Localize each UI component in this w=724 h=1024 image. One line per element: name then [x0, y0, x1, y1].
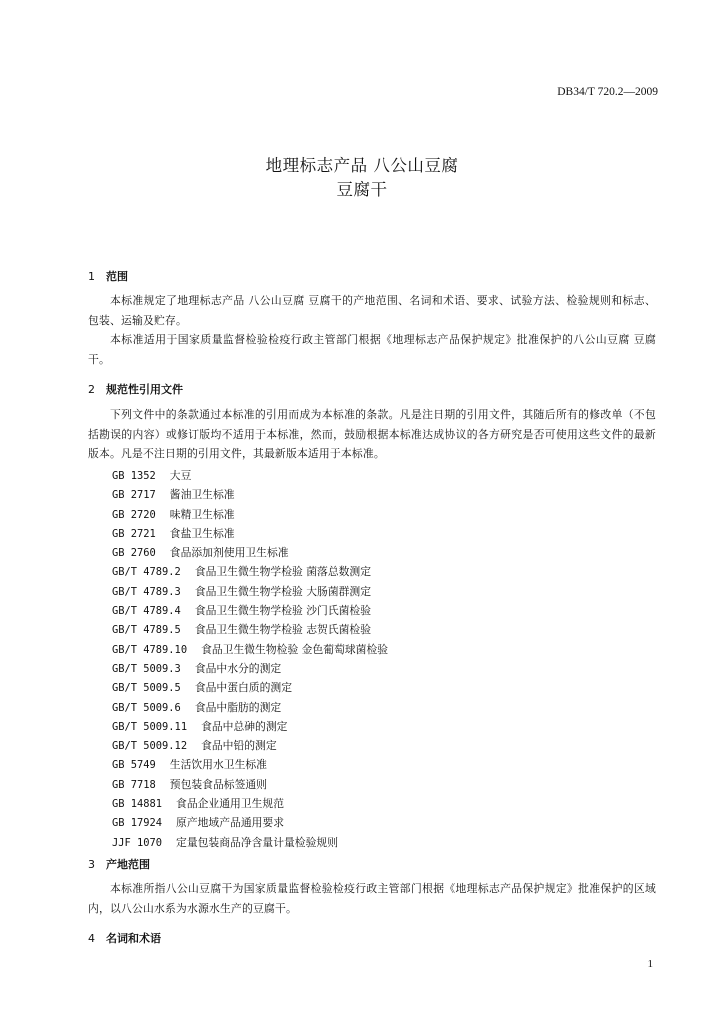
reference-name: 食品企业通用卫生规范: [176, 797, 285, 811]
reference-name: 味精卫生标准: [169, 507, 235, 521]
section-3-paragraph-1: 本标准所指八公山豆腐干为国家质量监督检验检疫行政主管部门根据《地理标志产品保护规定》批准保护的区域内，以八公山水系为水源水生产的豆腐干。: [88, 882, 656, 915]
reference-name: 食品中蛋白质的测定: [194, 681, 292, 695]
reference-item: [112, 524, 388, 543]
document-subtitle: 豆腐干: [336, 180, 388, 199]
reference-item: [112, 505, 388, 524]
reference-code: GB/T 4789.5: [112, 624, 181, 637]
reference-name: 食品卫生微生物检验 金色葡萄球菌检验: [201, 642, 389, 656]
reference-code: GB 2721: [112, 527, 156, 540]
reference-code: JJF 1070: [112, 836, 163, 849]
section-number: 1: [88, 270, 95, 283]
reference-item: [112, 466, 388, 485]
reference-name: 食品中脂肪的测定: [194, 700, 282, 714]
section-2-paragraph-1: 下列文件中的条款通过本标准的引用而成为本标准的条款。凡是注日期的引用文件，其随后所有的修改单（不包括勘误的内容）或修订版均不适用于本标准，然而，鼓励根据本标准达成协议的各方研究是否可使用这些文件的最新版本。凡是不注日期的引用文件，其最新版本适用于本标准。: [88, 408, 656, 460]
reference-code: GB 2720: [112, 508, 156, 521]
reference-name: 食品卫生微生物学检验 志贺氏菌检验: [194, 623, 372, 637]
reference-list: [112, 466, 388, 852]
reference-item: [112, 678, 388, 697]
section-title: 产地范围: [106, 858, 150, 871]
reference-code: GB 14881: [112, 798, 163, 811]
reference-name: 原产地域产品通用要求: [176, 816, 285, 830]
section-number: 2: [88, 383, 95, 396]
section-number: 4: [88, 932, 95, 945]
reference-item: [112, 620, 388, 639]
reference-code: GB/T 5009.12: [112, 740, 188, 753]
reference-item: [112, 775, 388, 794]
reference-name: 食品卫生微生物学检验 菌落总数测定: [194, 565, 372, 579]
page-number: 1: [647, 958, 653, 970]
reference-item: [112, 833, 388, 852]
reference-name: 预包装食品标签通则: [169, 777, 267, 791]
reference-item: [112, 485, 388, 504]
reference-code: GB 17924: [112, 817, 163, 830]
reference-code: GB 1352: [112, 470, 156, 482]
section-number: 3: [88, 858, 95, 871]
reference-item: [112, 601, 388, 620]
section-1-paragraph-1: 本标准规定了地理标志产品 八公山豆腐 豆腐干的产地范围、名词和术语、要求、试验方法、检验规则和标志、包装、运输及贮存。: [88, 294, 656, 327]
reference-item: [112, 698, 388, 717]
reference-code: GB 7718: [112, 778, 156, 791]
reference-name: 大豆: [169, 469, 192, 482]
reference-name: 生活饮用水卫生标准: [169, 758, 267, 772]
reference-name: 食品添加剂使用卫生标准: [169, 546, 289, 560]
reference-code: GB/T 5009.3: [112, 662, 181, 675]
reference-code: GB/T 5009.5: [112, 682, 181, 695]
section-3-heading: [88, 856, 150, 872]
reference-code: GB/T 5009.11: [112, 720, 188, 733]
reference-item: [112, 755, 388, 774]
reference-item: [112, 813, 388, 832]
reference-item: [112, 543, 388, 562]
reference-name: 食品中总砷的测定: [201, 719, 288, 733]
reference-name: 食品卫生微生物学检验 沙门氏菌检验: [194, 604, 372, 618]
section-title: 名词和术语: [106, 932, 161, 945]
reference-name: 食品中铅的测定: [201, 739, 277, 753]
section-1-heading: [88, 268, 128, 284]
reference-code: GB 2717: [112, 489, 156, 502]
reference-item: [112, 659, 388, 678]
section-4-heading: [88, 930, 161, 946]
reference-item: [112, 582, 388, 601]
reference-item: [112, 794, 388, 813]
reference-item: [112, 562, 388, 581]
section-title: 规范性引用文件: [106, 383, 183, 396]
reference-name: 食品卫生微生物学检验 大肠菌群测定: [194, 584, 372, 598]
reference-code: GB/T 4789.2: [112, 566, 181, 579]
reference-name: 定量包装商品净含量计量检验规则: [176, 835, 338, 849]
reference-item: [112, 640, 388, 659]
reference-name: 食盐卫生标准: [169, 526, 235, 540]
reference-code: GB/T 4789.4: [112, 605, 181, 618]
reference-name: 食品中水分的测定: [194, 661, 282, 675]
reference-code: GB/T 5009.6: [112, 701, 181, 714]
document-title: 地理标志产品 八公山豆腐: [265, 156, 459, 175]
reference-name: 酱油卫生标准: [169, 488, 235, 502]
section-1-paragraph-2: 本标准适用于国家质量监督检验检疫行政主管部门根据《地理标志产品保护规定》批准保护的八公山豆腐 豆腐干。: [88, 333, 656, 366]
section-2-heading: [88, 381, 183, 397]
reference-item: [112, 717, 388, 736]
standard-code: DB34/T 720.2—2009: [557, 86, 658, 98]
reference-code: GB/T 4789.10: [112, 643, 188, 656]
reference-code: GB 2760: [112, 547, 156, 560]
reference-item: [112, 736, 388, 755]
reference-code: GB/T 4789.3: [112, 585, 181, 598]
reference-code: GB 5749: [112, 759, 156, 772]
section-title: 范围: [106, 270, 128, 283]
